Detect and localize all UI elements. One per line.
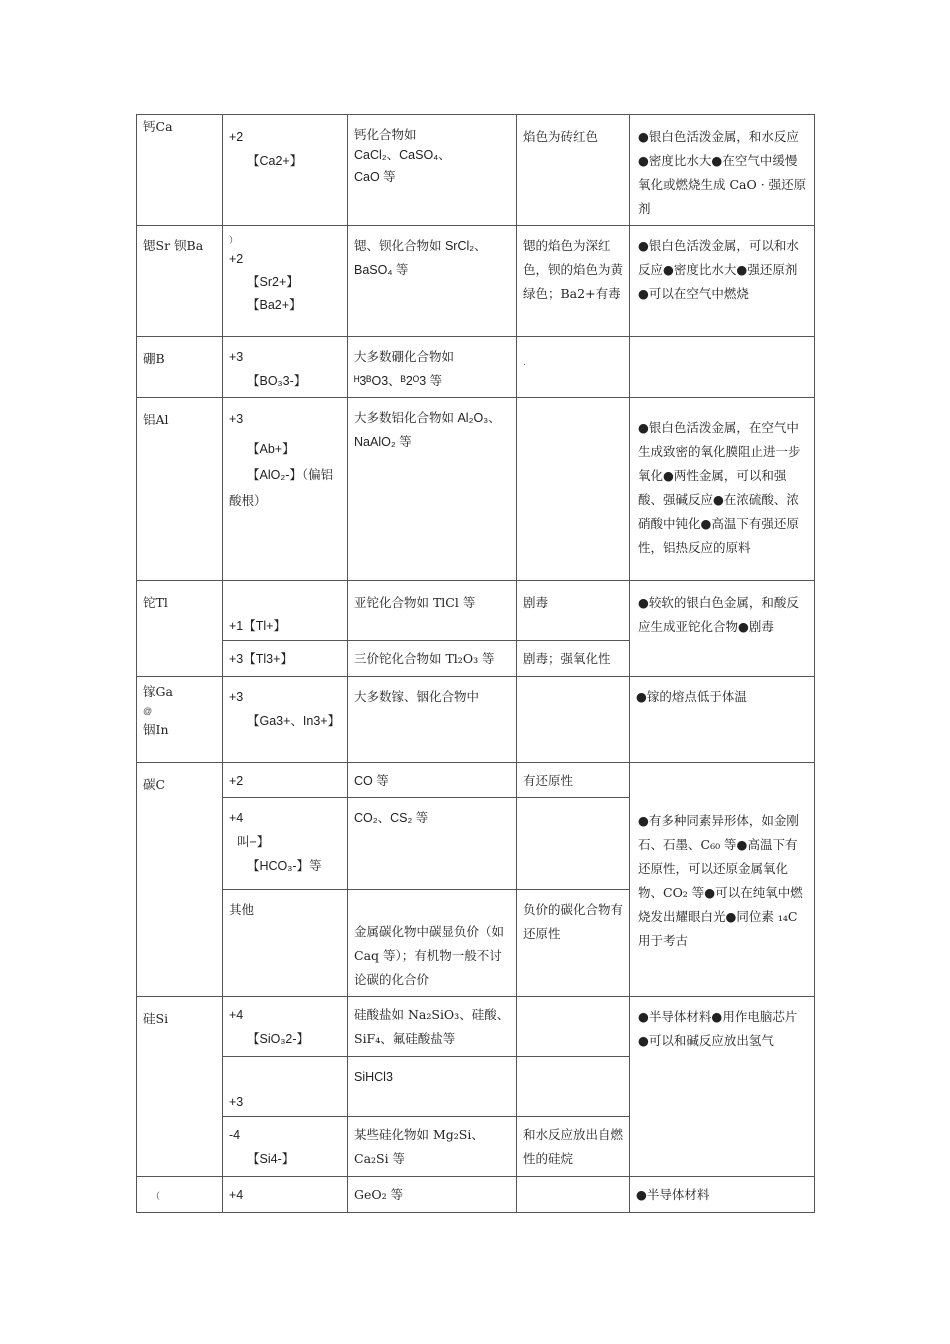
element-cell [137, 997, 223, 1177]
valence-cell [223, 677, 348, 763]
element-name: 锶Sr 钡Ba [143, 238, 204, 253]
note-cell [517, 677, 630, 763]
properties: ●镓的熔点低于体温 [636, 689, 747, 704]
compounds-cell [348, 1117, 517, 1177]
note-cell [517, 997, 630, 1057]
compounds-cell [348, 677, 517, 763]
compounds-cell [348, 581, 517, 641]
properties: ●银白色活泼金属，在空气中生成致密的氧化膜阻止进一步氧化●两性金属，可以和强酸、强碱反应●在浓硫酸、浓硝酸中钝化●高温下有强还原性，铝热反应的原料 [638, 420, 801, 555]
compounds-cell [348, 641, 517, 677]
element-cell [137, 763, 223, 997]
note-cell [517, 641, 630, 677]
valence-cell [223, 1117, 348, 1177]
ion: 【Si4-】 [247, 1152, 295, 1166]
ion: 【Ab+】 [247, 442, 295, 456]
compounds-line: 大多数硼化合物如 [354, 349, 455, 364]
note-cell [517, 226, 630, 337]
valence-cell [223, 890, 348, 997]
ion: 【Ba2+】 [247, 298, 302, 312]
compounds-cell [348, 798, 517, 890]
valence-cell [223, 115, 348, 226]
row-calcium [137, 115, 815, 226]
element-cell [137, 226, 223, 337]
props-cell [630, 997, 815, 1177]
element-cell [137, 1177, 223, 1213]
row-boron [137, 337, 815, 398]
note: 剧毒；强氧化性 [523, 651, 611, 666]
valence: +3 [229, 412, 244, 426]
valence-cell [223, 398, 348, 581]
valence: 其他 [229, 902, 255, 917]
valence: +4 [229, 811, 244, 825]
ion: 【SiO₃2-】 [247, 1032, 310, 1046]
valence-cell [223, 641, 348, 677]
valence-cell [223, 997, 348, 1057]
compounds: CO 等 [354, 774, 389, 788]
compounds: 大多数铝化合物如 Al₂O₃、NaAlO₂ 等 [354, 411, 501, 449]
valence: +3【Tl3+】 [229, 652, 293, 666]
props-cell [630, 115, 815, 226]
compounds-cell [348, 890, 517, 997]
dot-mark: · [523, 359, 526, 369]
compounds: 亚铊化合物如 TlCl 等 [354, 595, 476, 610]
element-name: 铟In [143, 722, 169, 737]
row-strontium-barium [137, 226, 815, 337]
ion: 叫−】 [237, 835, 270, 849]
valence-cell [223, 337, 348, 398]
note: 剧毒 [523, 595, 549, 610]
element-cell [137, 677, 223, 763]
ion: 【Ga3+、In3+】 [247, 714, 341, 728]
element-name: 钙Ca [143, 119, 173, 134]
compounds-cell [348, 1177, 517, 1213]
row-carbon-2 [137, 763, 815, 798]
valence: +4 [229, 1188, 244, 1202]
flame-color: 锶的焰色为深红色，钡的焰色为黄绿色；Ba2+有毒 [523, 238, 624, 301]
note-cell [517, 337, 630, 398]
element-name: 硼B [143, 351, 165, 366]
ion: 【Sr2+】 [247, 275, 299, 289]
properties: ●半导体材料●用作电脑芯片●可以和碱反应放出氢气 [638, 1009, 798, 1048]
properties: ●银白色活泼金属，和水反应●密度比水大●在空气中缓慢氧化或燃烧生成 CaO · 强还原剂 [638, 129, 807, 216]
ion: 【AlO₂-】（偏铝 [247, 468, 334, 482]
compounds-cell [348, 763, 517, 798]
mark: ） [229, 235, 239, 245]
element-cell [137, 115, 223, 226]
compounds-cell [348, 997, 517, 1057]
compounds: 某些硅化物如 Mg₂Si、Ca₂Si 等 [354, 1127, 484, 1166]
element-name: 碳C [143, 777, 166, 792]
valence: +2 [229, 130, 244, 144]
compounds-cell [348, 1057, 517, 1117]
row-germanium [137, 1177, 815, 1213]
note-cell [517, 1117, 630, 1177]
note-cell [517, 1177, 630, 1213]
properties: ●较软的银白色金属，和酸反应生成亚铊化合物●剧毒 [638, 595, 799, 634]
compounds: CO₂、CS₂ 等 [354, 811, 429, 825]
valence: +3 [229, 1095, 244, 1109]
element-table [136, 114, 815, 1213]
row-gallium-indium [137, 677, 815, 763]
note: 和水反应放出自燃性的硅烷 [523, 1127, 624, 1166]
note-cell [517, 890, 630, 997]
note-cell [517, 581, 630, 641]
valence: +1【Tl+】 [229, 619, 286, 633]
properties: ●银白色活泼金属，可以和水反应●密度比水大●强还原剂●可以在空气中燃烧 [638, 238, 799, 301]
valence-cell [223, 226, 348, 337]
compounds: 大多数镓、铟化合物中 [354, 689, 480, 704]
element-name: 镓Ga [143, 684, 173, 699]
ion: 【HCO₃-】等 [247, 859, 322, 873]
row-thallium-1 [137, 581, 815, 641]
compounds: SiHCl3 [354, 1070, 393, 1084]
mark: @ [143, 706, 153, 716]
compounds: 三价铊化合物如 Tl₂O₃ 等 [354, 651, 495, 666]
props-cell [630, 581, 815, 677]
element-cell [137, 398, 223, 581]
element-name: 硅Si [143, 1011, 169, 1026]
note-cell [517, 1057, 630, 1117]
element-cell [137, 581, 223, 677]
compounds-line: ᴴ3ᴮO3、ᴮ2ᴼ3 等 [354, 374, 443, 388]
row-silicon-4 [137, 997, 815, 1057]
valence: +3 [229, 690, 244, 704]
row-aluminium [137, 398, 815, 581]
compounds: 锶、钡化合物如 SrCl₂、BaSO₄ 等 [354, 239, 487, 277]
props-cell [630, 398, 815, 581]
properties: ●半导体材料 [636, 1187, 710, 1202]
note-cell [517, 798, 630, 890]
valence-cell [223, 763, 348, 798]
element-name: （ [151, 1191, 161, 1201]
valence-cell [223, 581, 348, 641]
valence-cell [223, 798, 348, 890]
compounds: 硅酸盐如 Na₂SiO₃、硅酸、SiF₄、氟硅酸盐等 [354, 1007, 510, 1046]
compounds-line: 钙化合物如 [354, 128, 417, 142]
compounds-line: CaCl₂、CaSO₄、 [354, 148, 451, 162]
ion-note: 酸根） [229, 494, 267, 508]
element-cell [137, 337, 223, 398]
note-cell [517, 763, 630, 798]
compounds: GeO₂ 等 [354, 1187, 404, 1202]
compounds-cell [348, 337, 517, 398]
note: 有还原性 [523, 773, 574, 788]
props-cell [630, 337, 815, 398]
valence: +4 [229, 1008, 244, 1022]
props-cell [630, 763, 815, 997]
props-cell [630, 1177, 815, 1213]
valence: +2 [229, 252, 244, 266]
valence-cell [223, 1057, 348, 1117]
valence: +2 [229, 774, 244, 788]
compounds-line: CaO 等 [354, 170, 396, 184]
compounds-cell [348, 226, 517, 337]
valence: +3 [229, 350, 244, 364]
compounds: 金属碳化物中碳显负价（如 Caq 等）；有机物一般不讨论碳的化合价 [354, 924, 505, 987]
valence: -4 [229, 1128, 241, 1142]
ion: 【Ca2+】 [247, 154, 303, 168]
props-cell [630, 226, 815, 337]
note: 负价的碳化合物有还原性 [523, 902, 624, 941]
note-cell [517, 398, 630, 581]
compounds-cell [348, 398, 517, 581]
element-name: 铊Tl [143, 595, 168, 610]
note-cell [517, 115, 630, 226]
compounds-cell [348, 115, 517, 226]
valence-cell [223, 1177, 348, 1213]
props-cell [630, 677, 815, 763]
element-name: 铝Al [143, 412, 169, 427]
properties: ●有多种同素异形体，如金刚石、石墨、C₆₀ 等●高温下有还原性，可以还原金属氧化物、CO₂ 等●可以在纯氧中燃烧发出耀眼白光●同位素 ₁₄C 用于考古 [638, 812, 803, 948]
ion: 【BO₃3-】 [247, 374, 307, 388]
flame-color: 焰色为砖红色 [523, 129, 599, 144]
